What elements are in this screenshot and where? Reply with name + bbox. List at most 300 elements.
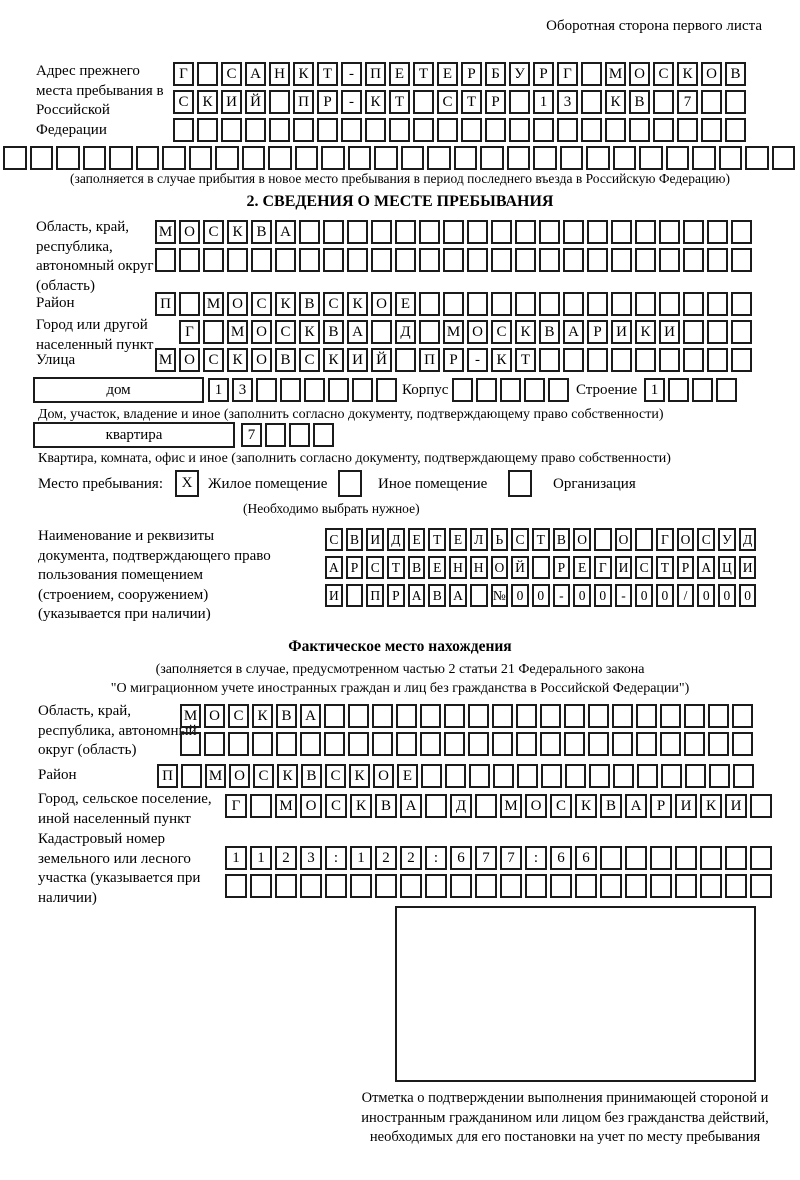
char-box[interactable] — [470, 584, 488, 607]
char-box[interactable] — [348, 732, 369, 756]
char-box[interactable] — [500, 874, 522, 898]
char-box[interactable] — [83, 146, 107, 170]
char-box[interactable]: Р — [650, 794, 672, 818]
char-box[interactable]: В — [725, 62, 746, 86]
char-box[interactable]: И — [347, 348, 368, 372]
char-box[interactable]: Т — [428, 528, 446, 551]
char-box[interactable] — [683, 320, 704, 344]
char-box[interactable] — [587, 248, 608, 272]
char-box[interactable] — [635, 348, 656, 372]
char-box[interactable] — [707, 292, 728, 316]
char-box[interactable] — [437, 118, 458, 142]
char-box[interactable] — [299, 248, 320, 272]
char-box[interactable]: С — [325, 528, 343, 551]
char-box[interactable] — [707, 248, 728, 272]
char-box[interactable]: Е — [428, 556, 446, 579]
char-box[interactable] — [701, 90, 722, 114]
char-box[interactable]: О — [467, 320, 488, 344]
char-box[interactable] — [162, 146, 186, 170]
char-box[interactable]: Т — [461, 90, 482, 114]
checkbox-other-premises[interactable] — [338, 470, 362, 497]
char-box[interactable] — [684, 732, 705, 756]
char-box[interactable] — [444, 704, 465, 728]
char-box[interactable] — [731, 320, 752, 344]
char-box[interactable] — [444, 732, 465, 756]
char-box[interactable]: 7 — [475, 846, 497, 870]
char-box[interactable]: А — [325, 556, 343, 579]
char-box[interactable]: Р — [346, 556, 364, 579]
char-box[interactable] — [587, 220, 608, 244]
char-box[interactable]: О — [373, 764, 394, 788]
char-box[interactable]: П — [293, 90, 314, 114]
char-box[interactable]: К — [491, 348, 512, 372]
char-box[interactable]: И — [366, 528, 384, 551]
char-box[interactable]: К — [575, 794, 597, 818]
char-box[interactable]: Е — [397, 764, 418, 788]
char-box[interactable] — [613, 764, 634, 788]
char-box[interactable]: О — [251, 320, 272, 344]
char-box[interactable] — [732, 704, 753, 728]
char-box[interactable] — [587, 348, 608, 372]
char-box[interactable] — [611, 292, 632, 316]
char-box[interactable] — [321, 146, 345, 170]
char-box[interactable]: О — [629, 62, 650, 86]
char-box[interactable] — [659, 348, 680, 372]
char-box[interactable]: М — [605, 62, 626, 86]
char-box[interactable]: 6 — [450, 846, 472, 870]
char-box[interactable]: А — [697, 556, 715, 579]
char-box[interactable] — [289, 423, 310, 447]
char-box[interactable]: О — [371, 292, 392, 316]
char-box[interactable]: - — [341, 62, 362, 86]
char-box[interactable] — [560, 146, 584, 170]
char-box[interactable] — [256, 378, 277, 402]
char-box[interactable] — [425, 794, 447, 818]
char-box[interactable] — [452, 378, 473, 402]
char-box[interactable] — [540, 732, 561, 756]
char-box[interactable] — [468, 732, 489, 756]
char-box[interactable]: О — [677, 528, 695, 551]
char-box[interactable]: Г — [179, 320, 200, 344]
char-box[interactable]: В — [346, 528, 364, 551]
char-box[interactable] — [540, 704, 561, 728]
char-box[interactable] — [625, 846, 647, 870]
char-box[interactable]: Д — [450, 794, 472, 818]
char-box[interactable]: Р — [317, 90, 338, 114]
char-box[interactable] — [745, 146, 769, 170]
char-box[interactable] — [650, 846, 672, 870]
char-box[interactable]: А — [347, 320, 368, 344]
char-box[interactable]: О — [615, 528, 633, 551]
char-box[interactable] — [636, 704, 657, 728]
char-box[interactable] — [659, 292, 680, 316]
char-box[interactable] — [341, 118, 362, 142]
char-box[interactable]: С — [275, 320, 296, 344]
char-box[interactable] — [179, 248, 200, 272]
char-box[interactable] — [350, 874, 372, 898]
char-box[interactable]: С — [325, 764, 346, 788]
char-box[interactable]: С — [550, 794, 572, 818]
char-box[interactable] — [539, 292, 560, 316]
char-box[interactable] — [581, 62, 602, 86]
char-box[interactable]: 0 — [656, 584, 674, 607]
char-box[interactable]: Г — [557, 62, 578, 86]
char-box[interactable] — [443, 248, 464, 272]
char-box[interactable] — [635, 528, 653, 551]
char-box[interactable] — [594, 528, 612, 551]
char-box[interactable]: И — [325, 584, 343, 607]
char-box[interactable] — [467, 248, 488, 272]
char-box[interactable] — [707, 320, 728, 344]
char-box[interactable]: С — [653, 62, 674, 86]
char-box[interactable] — [251, 248, 272, 272]
char-box[interactable]: А — [408, 584, 426, 607]
char-box[interactable]: Т — [317, 62, 338, 86]
char-box[interactable] — [563, 348, 584, 372]
char-box[interactable] — [539, 220, 560, 244]
char-box[interactable] — [348, 146, 372, 170]
char-box[interactable]: Г — [594, 556, 612, 579]
char-box[interactable] — [600, 874, 622, 898]
char-box[interactable] — [650, 874, 672, 898]
char-box[interactable]: А — [449, 584, 467, 607]
char-box[interactable] — [509, 90, 530, 114]
char-box[interactable] — [635, 292, 656, 316]
char-box[interactable] — [136, 146, 160, 170]
char-box[interactable]: 0 — [697, 584, 715, 607]
char-box[interactable] — [328, 378, 349, 402]
char-box[interactable]: В — [323, 320, 344, 344]
char-box[interactable] — [323, 248, 344, 272]
char-box[interactable] — [365, 118, 386, 142]
char-box[interactable] — [372, 732, 393, 756]
char-box[interactable] — [491, 220, 512, 244]
char-box[interactable] — [539, 348, 560, 372]
char-box[interactable]: 1 — [250, 846, 272, 870]
char-box[interactable] — [675, 874, 697, 898]
char-box[interactable]: Н — [470, 556, 488, 579]
char-box[interactable] — [467, 292, 488, 316]
char-box[interactable] — [719, 146, 743, 170]
char-box[interactable] — [376, 378, 397, 402]
char-box[interactable] — [469, 764, 490, 788]
char-box[interactable] — [692, 378, 713, 402]
char-box[interactable] — [653, 90, 674, 114]
char-box[interactable]: 1 — [644, 378, 665, 402]
char-box[interactable]: А — [625, 794, 647, 818]
char-box[interactable] — [492, 732, 513, 756]
char-box[interactable]: О — [204, 704, 225, 728]
char-box[interactable] — [203, 248, 224, 272]
char-box[interactable] — [467, 220, 488, 244]
char-box[interactable] — [374, 146, 398, 170]
char-box[interactable] — [395, 220, 416, 244]
char-box[interactable]: Н — [269, 62, 290, 86]
char-box[interactable]: Е — [573, 556, 591, 579]
char-box[interactable]: М — [227, 320, 248, 344]
char-box[interactable] — [181, 764, 202, 788]
char-box[interactable]: В — [375, 794, 397, 818]
char-box[interactable]: С — [323, 292, 344, 316]
char-box[interactable]: В — [301, 764, 322, 788]
char-box[interactable]: О — [229, 764, 250, 788]
char-box[interactable]: 3 — [557, 90, 578, 114]
char-box[interactable]: С — [173, 90, 194, 114]
char-box[interactable] — [731, 292, 752, 316]
char-box[interactable]: С — [697, 528, 715, 551]
char-box[interactable] — [454, 146, 478, 170]
char-box[interactable] — [419, 320, 440, 344]
char-box[interactable]: С — [299, 348, 320, 372]
checkbox-organization[interactable] — [508, 470, 532, 497]
char-box[interactable]: В — [629, 90, 650, 114]
char-box[interactable] — [475, 874, 497, 898]
char-box[interactable]: М — [205, 764, 226, 788]
char-box[interactable]: 2 — [275, 846, 297, 870]
char-box[interactable] — [250, 794, 272, 818]
char-box[interactable]: К — [605, 90, 626, 114]
char-box[interactable] — [524, 378, 545, 402]
char-box[interactable] — [304, 378, 325, 402]
char-box[interactable]: П — [419, 348, 440, 372]
char-box[interactable] — [371, 220, 392, 244]
char-box[interactable] — [725, 846, 747, 870]
char-box[interactable] — [419, 220, 440, 244]
char-box[interactable] — [557, 118, 578, 142]
char-box[interactable] — [675, 846, 697, 870]
char-box[interactable]: Т — [413, 62, 434, 86]
char-box[interactable]: Р — [533, 62, 554, 86]
char-box[interactable] — [443, 292, 464, 316]
char-box[interactable] — [625, 874, 647, 898]
char-box[interactable]: В — [600, 794, 622, 818]
char-box[interactable] — [683, 292, 704, 316]
char-box[interactable] — [707, 348, 728, 372]
char-box[interactable] — [372, 704, 393, 728]
char-box[interactable] — [635, 248, 656, 272]
char-box[interactable]: О — [251, 348, 272, 372]
char-box[interactable]: В — [428, 584, 446, 607]
char-box[interactable]: Е — [449, 528, 467, 551]
char-box[interactable]: М — [203, 292, 224, 316]
char-box[interactable] — [228, 732, 249, 756]
char-box[interactable] — [533, 146, 557, 170]
char-box[interactable] — [413, 90, 434, 114]
char-box[interactable] — [509, 118, 530, 142]
char-box[interactable] — [155, 248, 176, 272]
char-box[interactable]: 0 — [635, 584, 653, 607]
char-box[interactable]: Т — [389, 90, 410, 114]
char-box[interactable]: С — [221, 62, 242, 86]
char-box[interactable]: И — [659, 320, 680, 344]
char-box[interactable]: К — [515, 320, 536, 344]
char-box[interactable] — [685, 764, 706, 788]
char-box[interactable] — [173, 118, 194, 142]
char-box[interactable] — [265, 423, 286, 447]
char-box[interactable] — [533, 118, 554, 142]
char-box[interactable] — [295, 146, 319, 170]
char-box[interactable]: О — [179, 220, 200, 244]
char-box[interactable]: Т — [532, 528, 550, 551]
char-box[interactable]: Т — [656, 556, 674, 579]
char-box[interactable] — [468, 704, 489, 728]
char-box[interactable] — [683, 348, 704, 372]
char-box[interactable]: Р — [443, 348, 464, 372]
char-box[interactable] — [400, 874, 422, 898]
char-box[interactable] — [276, 732, 297, 756]
char-box[interactable] — [586, 146, 610, 170]
char-box[interactable] — [548, 378, 569, 402]
char-box[interactable] — [204, 732, 225, 756]
char-box[interactable]: А — [275, 220, 296, 244]
char-box[interactable] — [612, 732, 633, 756]
char-box[interactable]: С — [203, 348, 224, 372]
char-box[interactable] — [250, 874, 272, 898]
char-box[interactable] — [347, 248, 368, 272]
char-box[interactable]: - — [615, 584, 633, 607]
char-box[interactable]: А — [563, 320, 584, 344]
char-box[interactable] — [419, 292, 440, 316]
char-box[interactable]: К — [365, 90, 386, 114]
char-box[interactable]: К — [700, 794, 722, 818]
char-box[interactable] — [425, 874, 447, 898]
char-box[interactable] — [269, 118, 290, 142]
char-box[interactable] — [733, 764, 754, 788]
char-box[interactable]: Е — [395, 292, 416, 316]
char-box[interactable]: 6 — [550, 846, 572, 870]
char-box[interactable] — [525, 874, 547, 898]
char-box[interactable]: 0 — [573, 584, 591, 607]
char-box[interactable] — [420, 704, 441, 728]
char-box[interactable]: К — [293, 62, 314, 86]
char-box[interactable]: 7 — [677, 90, 698, 114]
char-box[interactable]: И — [675, 794, 697, 818]
char-box[interactable]: Л — [470, 528, 488, 551]
char-box[interactable]: С — [253, 764, 274, 788]
char-box[interactable]: К — [277, 764, 298, 788]
char-box[interactable] — [375, 874, 397, 898]
char-box[interactable]: К — [677, 62, 698, 86]
char-box[interactable] — [252, 732, 273, 756]
char-box[interactable] — [515, 292, 536, 316]
char-box[interactable]: 1 — [350, 846, 372, 870]
char-box[interactable] — [445, 764, 466, 788]
char-box[interactable] — [245, 118, 266, 142]
char-box[interactable]: О — [573, 528, 591, 551]
char-box[interactable]: 2 — [400, 846, 422, 870]
char-box[interactable]: 1 — [533, 90, 554, 114]
char-box[interactable] — [280, 378, 301, 402]
char-box[interactable] — [324, 732, 345, 756]
char-box[interactable]: Д — [395, 320, 416, 344]
char-box[interactable] — [683, 248, 704, 272]
char-box[interactable] — [581, 90, 602, 114]
char-box[interactable] — [109, 146, 133, 170]
char-box[interactable]: 0 — [511, 584, 529, 607]
char-box[interactable] — [611, 220, 632, 244]
char-box[interactable]: Й — [511, 556, 529, 579]
char-box[interactable]: Р — [553, 556, 571, 579]
char-box[interactable] — [485, 118, 506, 142]
char-box[interactable] — [371, 248, 392, 272]
char-box[interactable]: Р — [587, 320, 608, 344]
char-box[interactable] — [653, 118, 674, 142]
char-box[interactable]: 6 — [575, 846, 597, 870]
char-box[interactable] — [492, 704, 513, 728]
char-box[interactable] — [539, 248, 560, 272]
char-box[interactable] — [731, 248, 752, 272]
char-box[interactable]: И — [739, 556, 757, 579]
char-box[interactable]: 7 — [500, 846, 522, 870]
char-box[interactable] — [725, 874, 747, 898]
char-box[interactable]: Н — [449, 556, 467, 579]
char-box[interactable] — [516, 704, 537, 728]
char-box[interactable]: О — [701, 62, 722, 86]
char-box[interactable]: Ь — [491, 528, 509, 551]
char-box[interactable] — [507, 146, 531, 170]
char-box[interactable]: О — [525, 794, 547, 818]
char-box[interactable] — [450, 874, 472, 898]
char-box[interactable]: П — [365, 62, 386, 86]
char-box[interactable]: М — [500, 794, 522, 818]
char-box[interactable] — [731, 348, 752, 372]
char-box[interactable]: 3 — [232, 378, 253, 402]
char-box[interactable] — [395, 348, 416, 372]
char-box[interactable]: 2 — [375, 846, 397, 870]
char-box[interactable] — [588, 732, 609, 756]
char-box[interactable] — [750, 794, 772, 818]
char-box[interactable]: В — [408, 556, 426, 579]
char-box[interactable] — [587, 292, 608, 316]
char-box[interactable] — [317, 118, 338, 142]
char-box[interactable]: 3 — [300, 846, 322, 870]
char-box[interactable]: - — [553, 584, 571, 607]
char-box[interactable] — [708, 704, 729, 728]
char-box[interactable]: Р — [485, 90, 506, 114]
char-box[interactable]: Б — [485, 62, 506, 86]
char-box[interactable] — [475, 794, 497, 818]
char-box[interactable] — [300, 732, 321, 756]
char-box[interactable] — [700, 846, 722, 870]
char-box[interactable] — [275, 874, 297, 898]
char-box[interactable] — [731, 220, 752, 244]
char-box[interactable] — [348, 704, 369, 728]
char-box[interactable] — [500, 378, 521, 402]
char-box[interactable] — [396, 704, 417, 728]
char-box[interactable] — [197, 62, 218, 86]
char-box[interactable] — [708, 732, 729, 756]
char-box[interactable] — [692, 146, 716, 170]
char-box[interactable] — [325, 874, 347, 898]
char-box[interactable]: К — [349, 764, 370, 788]
char-box[interactable] — [668, 378, 689, 402]
char-box[interactable] — [401, 146, 425, 170]
char-box[interactable]: Р — [461, 62, 482, 86]
char-box[interactable] — [659, 248, 680, 272]
char-box[interactable]: С — [491, 320, 512, 344]
char-box[interactable] — [493, 764, 514, 788]
char-box[interactable]: К — [350, 794, 372, 818]
char-box[interactable] — [725, 118, 746, 142]
char-box[interactable]: Г — [656, 528, 674, 551]
char-box[interactable]: К — [275, 292, 296, 316]
char-box[interactable]: С — [511, 528, 529, 551]
char-box[interactable]: 1 — [208, 378, 229, 402]
char-box[interactable] — [588, 704, 609, 728]
char-box[interactable]: К — [227, 220, 248, 244]
char-box[interactable] — [611, 248, 632, 272]
char-box[interactable]: К — [347, 292, 368, 316]
